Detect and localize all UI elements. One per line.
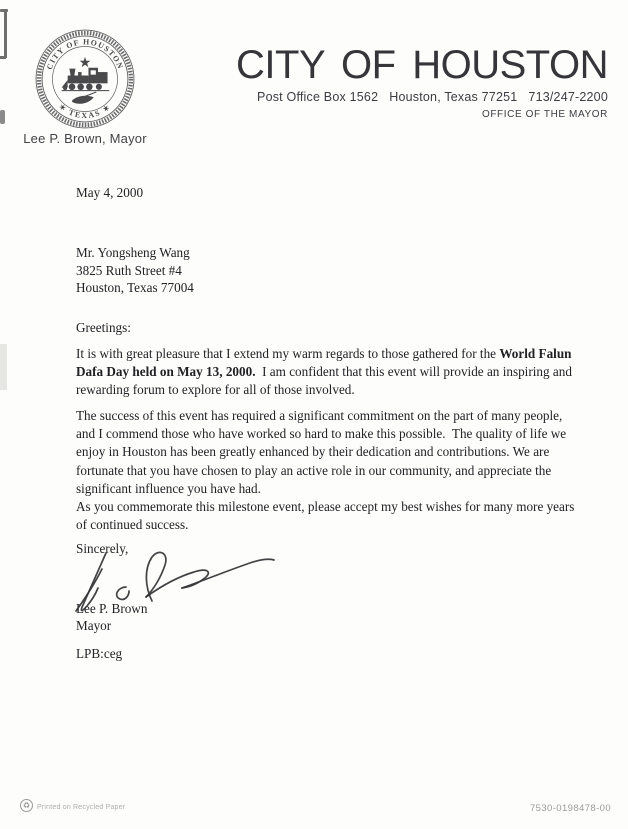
paragraph-1-bold-text: World Falun Dafa Day held on May 13, 2000. bbox=[76, 345, 575, 380]
paragraph-2: The success of this event has required a significant commitment on the part of many people, and I commend those who have worked so hard to make this possible. The quality of life we enjoy in Houston has been greatly enhanced by their dedication and contributions. We are fortunate that you have chosen to play an active role in our community, and appreciate the significant influence you have had. bbox=[76, 407, 570, 496]
recycle-icon: ♻ bbox=[20, 799, 33, 812]
paragraph-1-text: I am confident that this event will provide an inspiring and rewarding forum to explore for all of those involved. bbox=[76, 364, 576, 398]
recycled-paper-note: Printed on Recycled Paper bbox=[37, 804, 126, 811]
recipient-city: Houston, Texas 77004 bbox=[76, 280, 194, 296]
scan-artifact bbox=[0, 110, 5, 124]
paragraph-1 bbox=[76, 345, 580, 400]
office-of-the-mayor-label: OFFICE OF THE MAYOR bbox=[481, 109, 608, 120]
paragraph-1-text: It is with great pleasure that I extend my warm regards to those gathered for the bbox=[76, 345, 500, 361]
handwritten-signature bbox=[62, 543, 287, 613]
scan-artifact bbox=[0, 344, 7, 390]
seal-bottom-text: ✶ TEXAS ✶ bbox=[57, 102, 113, 121]
letter-date: May 4, 2000 bbox=[76, 185, 144, 200]
salutation: Greetings: bbox=[76, 319, 131, 335]
form-number: 7530-0198478-00 bbox=[529, 803, 611, 814]
city-of-houston-seal-icon bbox=[33, 26, 137, 132]
seal-locomotive-icon bbox=[62, 68, 110, 91]
mayor-caption: Lee P. Brown, Mayor bbox=[23, 131, 147, 146]
masthead bbox=[236, 44, 608, 120]
recipient-name: Mr. Yongsheng Wang bbox=[76, 245, 190, 261]
masthead-address-line: Post Office Box 1562 Houston, Texas 77251 713/247-2200 bbox=[257, 90, 608, 104]
recipient-street: 3825 Ruth Street #4 bbox=[76, 262, 182, 278]
signer-title: Mayor bbox=[76, 618, 112, 634]
seal-top-text: CITY OF HOUSTON bbox=[44, 37, 126, 71]
scan-artifact bbox=[0, 56, 6, 59]
seal-plow-icon bbox=[72, 92, 96, 104]
paragraph-3: As you commemorate this milestone event, please accept my best wishes for many more years of continued success. bbox=[76, 499, 578, 533]
recipient-address-block bbox=[76, 244, 580, 296]
signer-name: Lee P. Brown bbox=[76, 601, 148, 617]
masthead-title: CITY OF HOUSTON bbox=[236, 43, 608, 87]
seal-star-icon bbox=[80, 57, 91, 67]
scan-artifact bbox=[4, 12, 7, 58]
typist-reference: LPB:ceg bbox=[76, 646, 123, 662]
closing: Sincerely, bbox=[76, 540, 129, 556]
